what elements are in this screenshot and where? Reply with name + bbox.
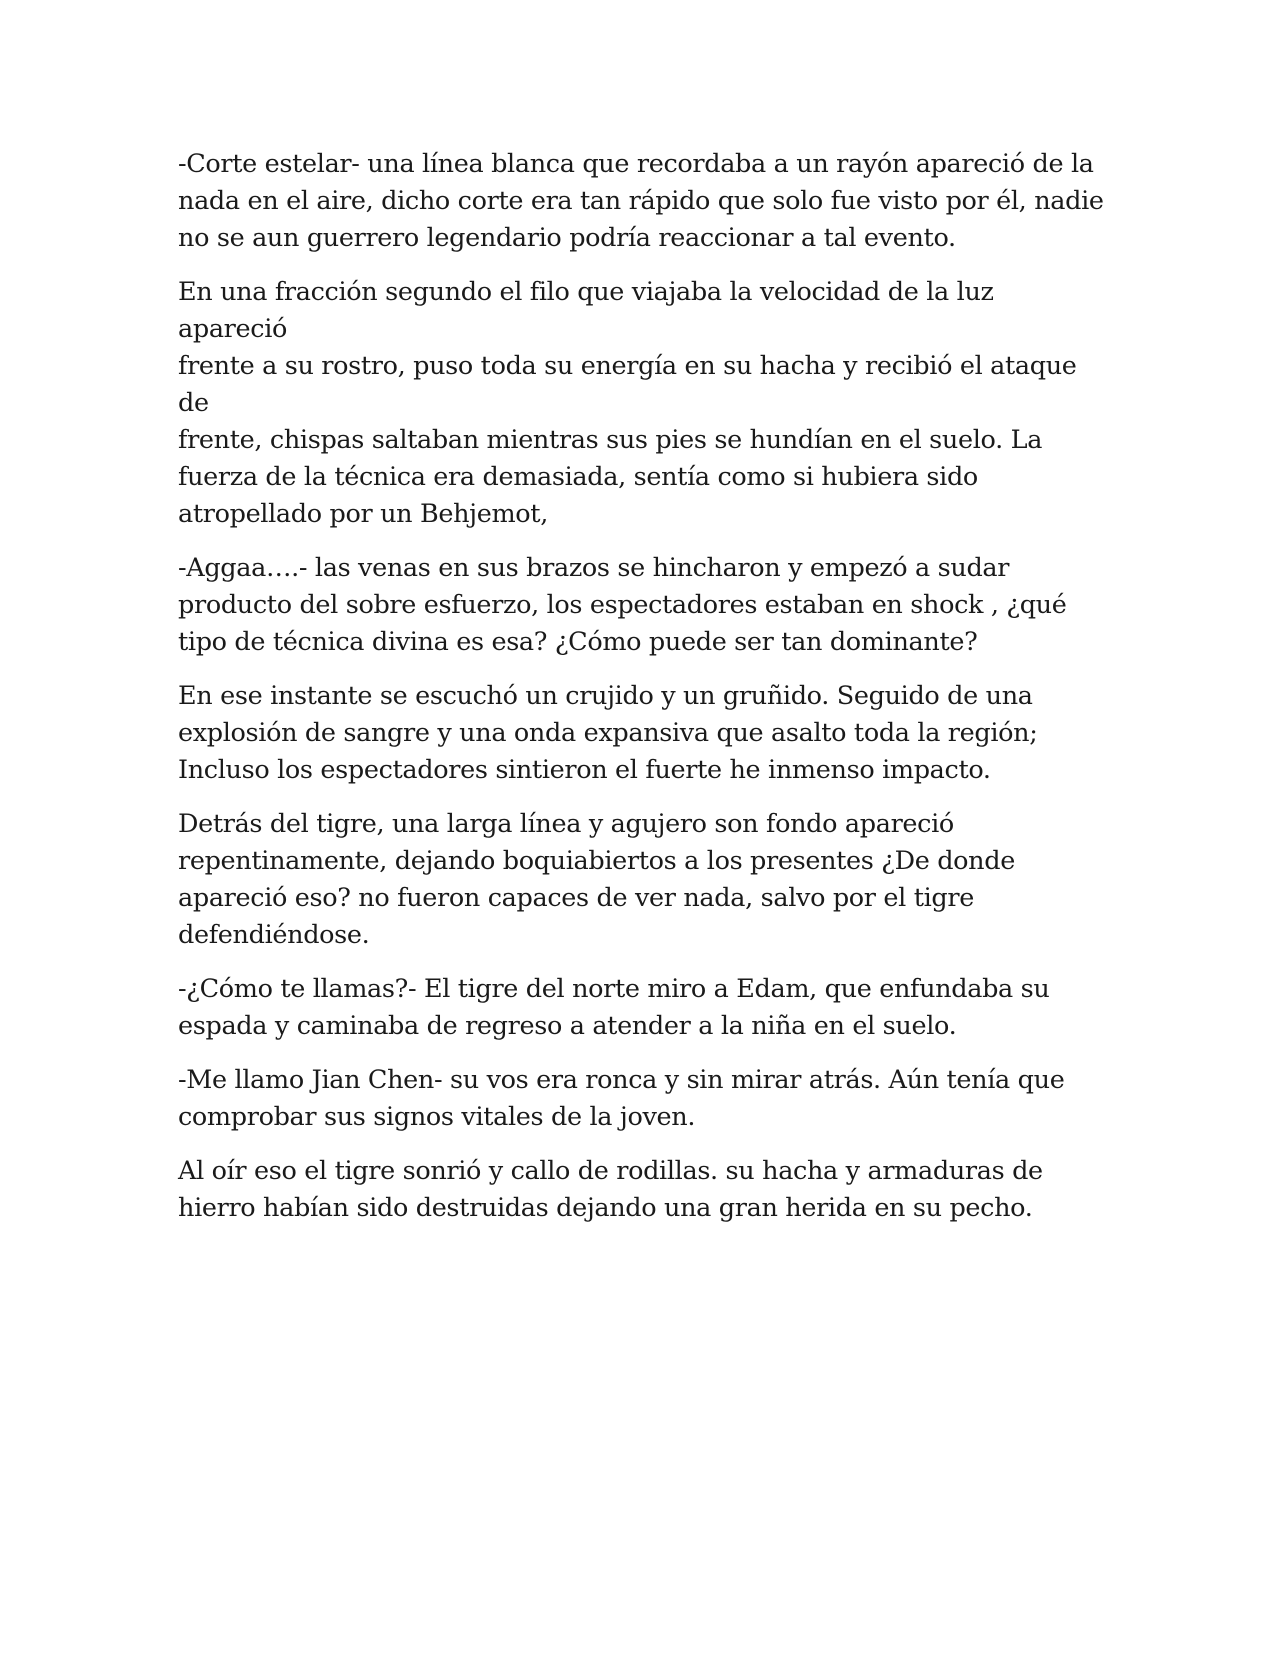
paragraph: -Me llamo Jian Chen- su vos era ronca y sin mirar atrás. Aún tenía que comprobar sus signos vitales de la joven. — [178, 1065, 1065, 1132]
paragraph: -¿Cómo te llamas?- El tigre del norte miro a Edam, que enfundaba su espada y caminaba de regreso a atender a la niña en el suelo. — [178, 974, 1050, 1041]
document-text-body — [178, 146, 1108, 1244]
paragraph: -Aggaa….- las venas en sus brazos se hincharon y empezó a sudar producto del sobre esfuerzo, los espectadores estaban en shock , ¿qué tipo de técnica divina es esa? ¿Cómo puede ser tan dominante? — [178, 553, 1067, 657]
paragraph: -Corte estelar- una línea blanca que recordaba a un rayón apareció de la nada en el aire, dicho corte era tan rápido que solo fue visto por él, nadie no se aun guerrero legendario podría reaccionar a tal evento. — [178, 149, 1104, 253]
paragraph: Detrás del tigre, una larga línea y agujero son fondo apareció repentinamente, dejando boquiabiertos a los presentes ¿De donde apareció eso? no fueron capaces de ver nada, salvo por el tigre defendiéndose. — [178, 809, 1015, 950]
paragraph: En una fracción segundo el filo que viajaba la velocidad de la luz apareció frente a su rostro, puso toda su energía en su hacha y recibió el ataque de frente, chispas saltaban mientras sus pies se hundían en el suelo. La fuerza de la técnica era demasiada, sentía como si hubiera sido atropellado por un Behjemot, — [178, 277, 1077, 529]
paragraph: Al oír eso el tigre sonrió y callo de rodillas. su hacha y armaduras de hierro habían sido destruidas dejando una gran herida en su pecho. — [178, 1156, 1043, 1223]
paragraph: En ese instante se escuchó un crujido y un gruñido. Seguido de una explosión de sangre y una onda expansiva que asalto toda la región; Incluso los espectadores sintieron el fuerte he inmenso impacto. — [178, 681, 1038, 785]
